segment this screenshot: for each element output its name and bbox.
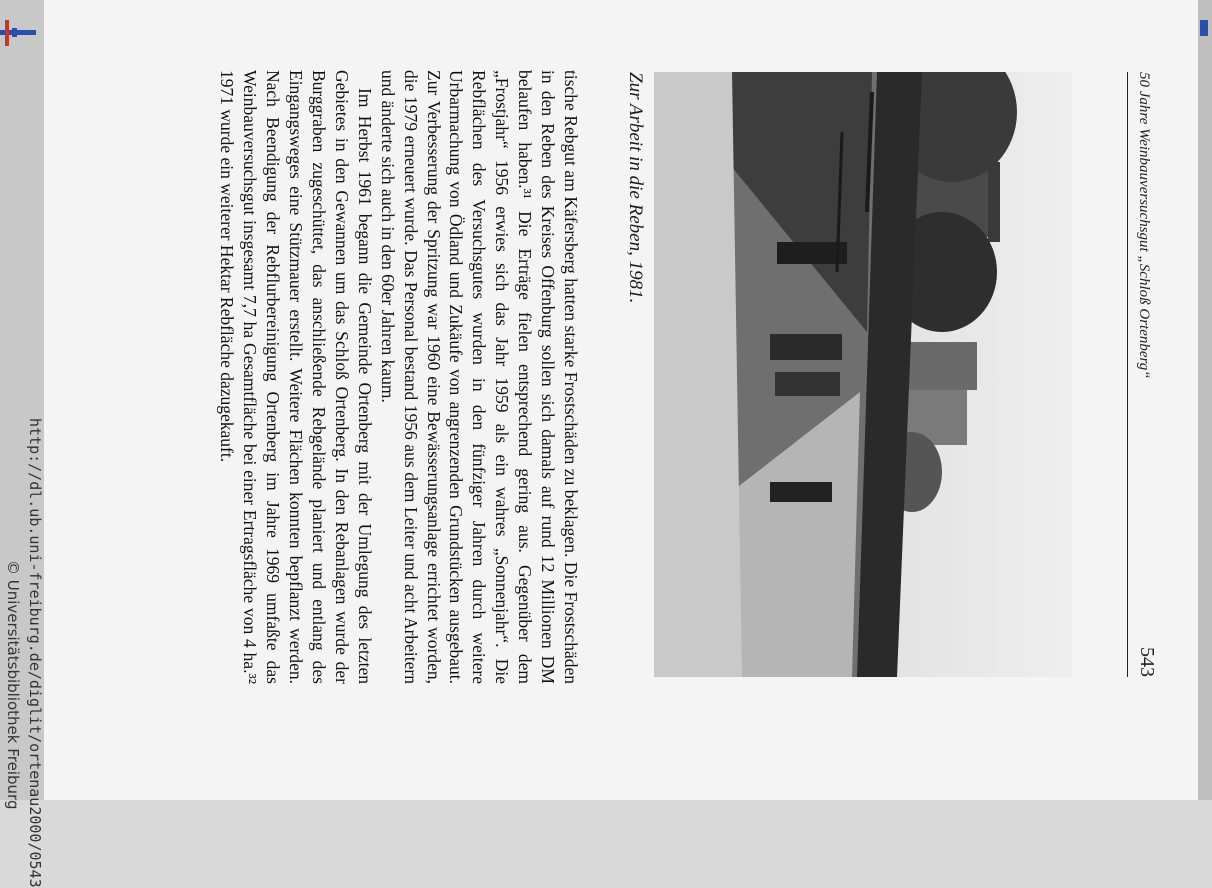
figure-caption: Zur Arbeit in die Reben, 1981. (625, 72, 646, 304)
rotated-page-content (44, 0, 1198, 800)
right-scan-margin (1198, 0, 1212, 800)
page-number: 543 (1136, 647, 1158, 677)
color-calibration-mark (0, 18, 40, 50)
header-rule (1127, 72, 1128, 677)
vineyard-photograph (654, 72, 1072, 677)
paragraph: tische Rebgut am Käfersberg hatten starke Frostschäden zu beklagen. Die Frostschäden in den Reben des Kreises Offenburg sollen sich damals auf rund 12 Millionen DM belaufen haben.³¹ Die Erträge fielen entsprechend gering aus. Gegenüber dem „Frostjahr“ 1956 erwies sich das Jahr 1959 als ein wahres „Sonnenjahr“. Die Rebflächen des Versuchsgutes wurden in den fünfziger Jahren durch weitere Urbarmachung von Ödland und Zukäufe von angrenzenden Grundstücken ausgebaut. Zur Verbesserung der Spritzung war 1960 eine Bewässerungsanlage errichtet worden, die 1979 erneuert wurde. Das Personal bestand 1956 aus dem Leiter und acht Arbeitern und änderte sich auch in den 60er Jahren kaum. (377, 70, 581, 684)
running-title: 50 Jahre Weinbauversuchsgut „Schloß Ortenberg“ (1136, 72, 1152, 379)
watermark-copyright: © Universitätsbibliothek Freiburg (4, 560, 22, 810)
color-calibration-mark (1200, 20, 1210, 40)
paragraph: Im Herbst 1961 begann die Gemeinde Ortenberg mit der Umlegung des letzten Gebietes in den Gewannen um das Schloß Ortenberg. In den Rebanlagen wurde der Burggraben zugeschüttet, das anschließende Rebgelände planiert und entlang des Eingangsweges eine Stützmauer erstellt. Weitere Flächen konnten bepflanzt werden. Nach Beendigung der Rebflurbereinigung Ortenberg im Jahre 1969 umfaßte das Weinbauversuchsgut insgesamt 7,7 ha Gesamtfläche bei einer Ertragsfläche von 4 ha.³² 1971 wurde ein weiterer Hektar Rebfläche dazugekauft. (217, 70, 375, 684)
watermark-url: http://dl.ub.uni-freiburg.de/diglit/ortenau2000/0543 (26, 418, 44, 888)
body-text (216, 70, 583, 684)
book-page (44, 0, 1198, 800)
